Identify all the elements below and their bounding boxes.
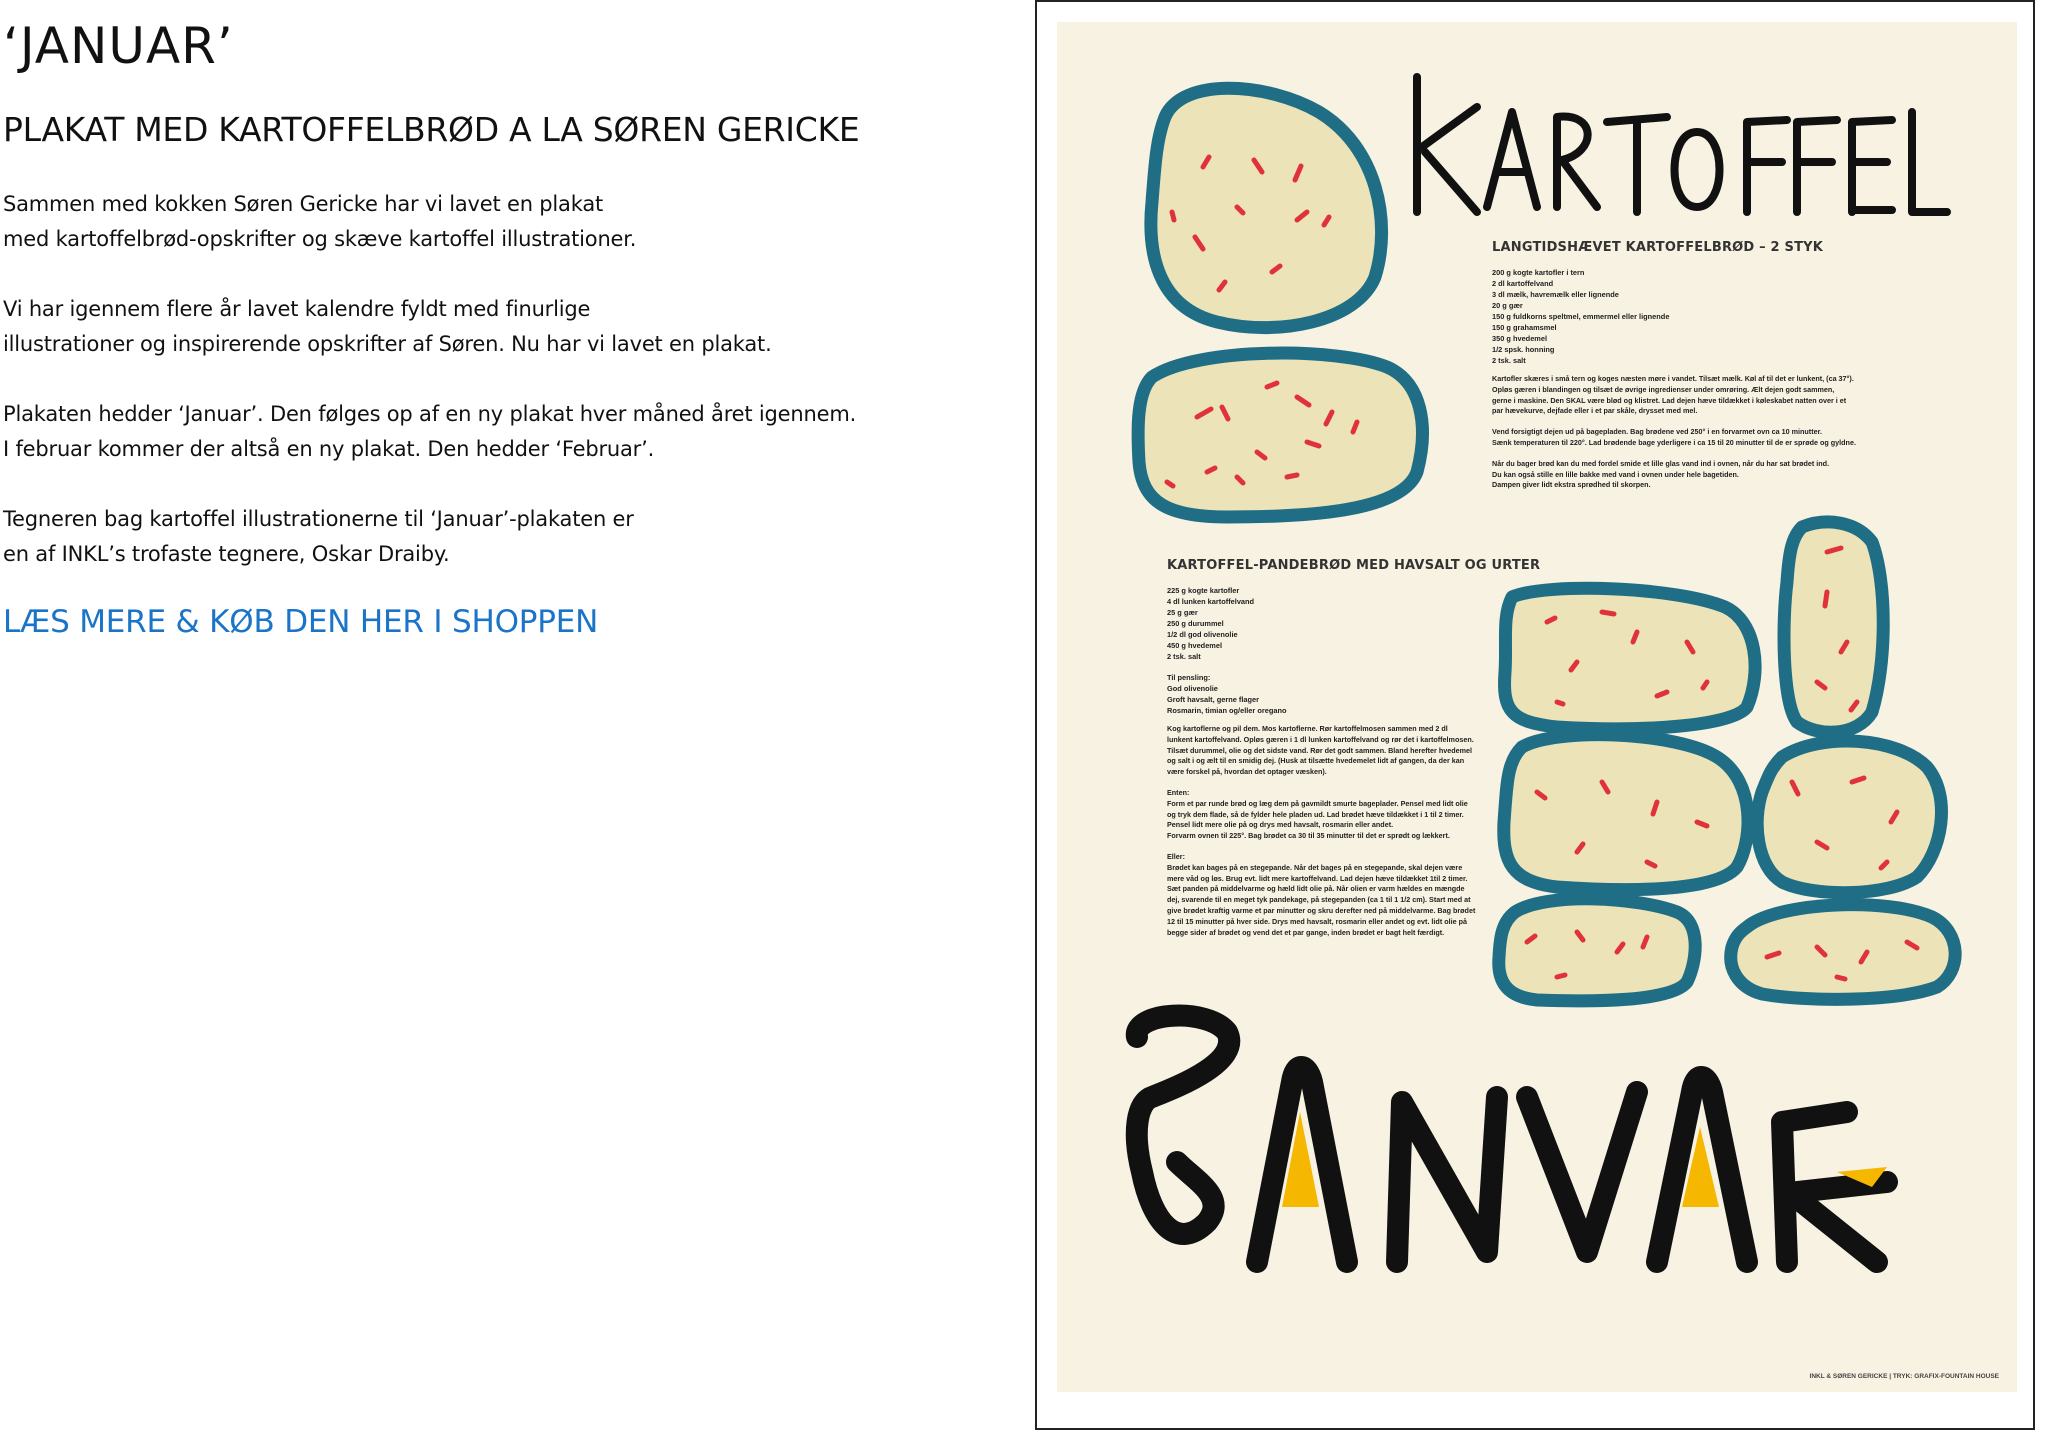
recipe1-method: Kartofler skæres i små tern og koges næsten møre i vandet. Tilsæt mælk. Køl af til det er lunkent, (ca 37°). Opløs gæren i blandingen og tilsæt de øvrige ingredienser under omrøring. Ælt dejen godt sammen, gerne i maskine. Den SKAL være blød og klistret. Lad dejen hæve tildækket i køleskabet natten over i et par hævekurve, dejfade eller i et par skåle, drysset med mel. Vend forsigtigt dejen ud på bagepladen. Bag brødene ved 250° i en forvarmet ovn ca 10 minutter. Sænk temperaturen til 220°. Lad brødende bage yderligere i ca 15 til 20 minutter til de er sprøde og gyldne. Når du bager brød kan du med fordel smide et lille glas vand ind i ovnen, når du har sat brødet ind. Du kan også stille en lille bakke med vand i ovnen under hele bagetiden. Dampen giver lidt ekstra sprødhed til skorpen. bbox=[1492, 374, 1856, 490]
recipe-pandebroed bbox=[1167, 558, 1540, 938]
series-paragraph: Plakaten hedder ‘Januar’. Den følges op af en ny plakat hver måned året igennem. I februar kommer der altså en ny plakat. Den hedder ‘Februar’. bbox=[3, 402, 857, 461]
headline-kartoffel bbox=[1417, 77, 1947, 212]
intro-paragraph: Sammen med kokken Søren Gericke har vi lavet en plakat med kartoffelbrød-opskrifter og skæve kartoffel illustrationer. bbox=[3, 192, 637, 251]
recipe1-ingredients: 200 g kogte kartofler i tern 2 dl kartoffelvand 3 dl mælk, havremælk eller lignende 20 g gær 150 g fuldkorns speltmel, emmermel eller lignende 150 g grahamsmel 350 g hvedemel 1/2 spsk. honning 2 tsk. salt bbox=[1492, 268, 1670, 365]
potato-6-icon bbox=[1757, 741, 1941, 893]
poster-credit: INKL & SØREN GERICKE | TRYK: GRAFIX-FOUNTAIN HOUSE bbox=[1809, 1373, 1999, 1380]
illustrator-paragraph: Tegneren bag kartoffel illustrationerne til ‘Januar’-plakaten er en af INKL’s trofaste tegnere, Oskar Draiby. bbox=[3, 507, 634, 566]
potato-8-icon bbox=[1731, 905, 1955, 1000]
headline-januar bbox=[1137, 1016, 1887, 1262]
shop-link[interactable]: LÆS MERE & KØB DEN HER I SHOPPEN bbox=[3, 604, 599, 640]
poster-frame bbox=[1035, 0, 2035, 1430]
page-title: ‘JANUAR’ bbox=[3, 17, 234, 75]
article bbox=[3, 16, 903, 642]
potato-5-icon bbox=[1504, 735, 1748, 890]
potato-3-icon bbox=[1505, 588, 1756, 729]
recipe2-method: Kog kartoflerne og pil dem. Mos kartoflerne. Rør kartoffelmosen sammen med 2 dl lunkent kartoffelvand. Opløs gæren i 1 dl lunken kartoffelvand og rør det i kartoffelmosen. Tilsæt durummel, olie og det sidste vand. Rør det godt sammen. Bland herefter hvedemel og salt i og ælt til en smidig dej. (Husk at tilsætte hvedemelet lidt af gangen, da der kan være forskel på, hvordan det optager væsken). Enten: Form et par runde brød og læg dem på gavmildt smurte bageplader. Pensel med lidt olie og tryk dem flade, så de fylder hele pladen ud. Lad brødet hæve tildækket i 1 til 2 timer. Pensel lidt mere olie på og drys med havsalt, rosmarin eller andet. Forvarm ovnen til 225°. Bag brødet ca 30 til 35 minutter til det er sprødt og lækkert. Eller: Brødet kan bages på en stegepande. Når det bages på en stegepande, skal dejen være mere våd og løs. Brug evt. lidt mere kartoffelvand. Lad dejen hæve tildækket 1til 2 timer. Sæt panden på middelvarme og hæld lidt olie på. Når olien er varm hældes en mængde dej, svarende til en meget tyk pandekage, på stegepanden (ca 1 til 1 1/2 cm). Start med at give brødet kraftig varme et par minutter og skru derefter ned på middelvarme. Bag brødet 12 til 15 minutter på hver side. Drys med havsalt, rosmarin eller andet og evt. lidt olie på begge sider af brødet og vend det et par gange, inden brødet er bagt helt færdigt. bbox=[1167, 724, 1476, 937]
page-subtitle: PLAKAT MED KARTOFFELBRØD A LA SØREN GERICKE bbox=[3, 110, 860, 149]
potato-4-icon bbox=[1784, 522, 1883, 732]
recipe1-title: LANGTIDSHÆVET KARTOFFELBRØD – 2 STYK bbox=[1492, 240, 1824, 255]
recipe2-ingredients: 225 g kogte kartofler 4 dl lunken kartoffelvand 25 g gær 250 g durummel 1/2 dl god olivenolie 450 g hvedemel 2 tsk. salt Til pensling: God olivenolie Groft havsalt, gerne flager Rosmarin, timian og/eller oregano bbox=[1167, 586, 1287, 715]
recipe-langtidshaevet bbox=[1492, 240, 1856, 491]
potato-1-icon bbox=[1151, 88, 1382, 327]
potato-2-icon bbox=[1138, 353, 1422, 517]
calendar-paragraph: Vi har igennem flere år lavet kalendre fyldt med finurlige illustrationer og inspirerende opskrifter af Søren. Nu har vi lavet en plakat. bbox=[3, 297, 772, 356]
recipe2-title: KARTOFFEL-PANDEBRØD MED HAVSALT OG URTER bbox=[1167, 558, 1541, 573]
poster bbox=[1057, 22, 2017, 1392]
